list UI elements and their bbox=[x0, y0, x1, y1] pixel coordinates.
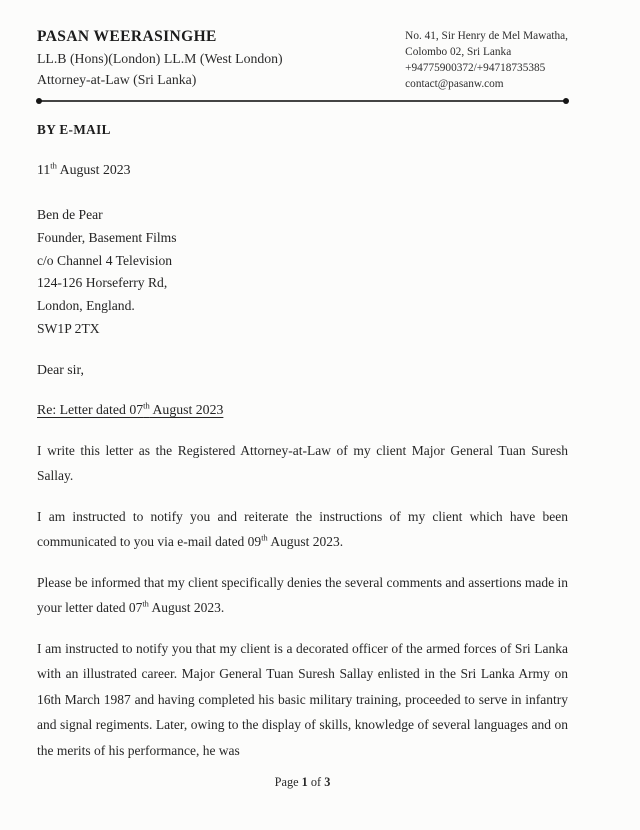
letterhead-contact bbox=[405, 26, 568, 92]
recipient-name: Ben de Pear bbox=[37, 207, 103, 222]
attorney-name: PASAN WEERASINGHE bbox=[37, 28, 217, 45]
recipient-title: Founder, Basement Films bbox=[37, 229, 177, 245]
date-ordinal-suffix: th bbox=[50, 160, 57, 171]
contact-email: contact@pasanw.com bbox=[405, 78, 504, 90]
subject-pre: Re: Letter dated 07 bbox=[37, 402, 144, 418]
subject-line bbox=[37, 397, 568, 423]
paragraph-text: I write this letter as the Registered Attorney-at-Law of my client Major General Tuan Suresh Sallay. bbox=[37, 442, 568, 484]
attorney-credentials-line2: Attorney-at-Law (Sri Lanka) bbox=[37, 72, 197, 87]
contact-address-line1: No. 41, Sir Henry de Mel Mawatha, bbox=[405, 30, 568, 42]
date-rest: August 2023 bbox=[56, 162, 131, 177]
paragraph-text: I am instructed to notify you that my client is a decorated officer of the armed forces of Sri Lanka with an illustrated career. Major General Tuan Suresh Sallay enlisted in the Sri Lanka Army on 16th March 1987 and having completed his basic military training, proceeded to serve in infantry and signal regiments. Later, owing to the display of skills, knowledge of several languages and on the merits of his performance, he was bbox=[37, 640, 568, 758]
footer-label: Page bbox=[274, 775, 302, 790]
footer-total-pages: 3 bbox=[324, 775, 331, 790]
recipient-block bbox=[37, 204, 568, 341]
contact-phone: +94775900372/+94718735385 bbox=[405, 62, 546, 74]
letterhead bbox=[37, 26, 568, 92]
subject-ordinal-suffix: th bbox=[143, 400, 150, 411]
date-day: 11 bbox=[37, 162, 51, 177]
footer-of: of bbox=[307, 775, 325, 790]
recipient-city: London, England. bbox=[37, 298, 135, 314]
footer-page-number: 1 bbox=[301, 775, 308, 790]
delivery-method: BY E-MAIL bbox=[37, 122, 111, 137]
subject-post: August 2023 bbox=[149, 402, 224, 418]
contact-address-line2: Colombo 02, Sri Lanka bbox=[405, 46, 512, 58]
recipient-care-of: c/o Channel 4 Television bbox=[37, 252, 173, 268]
subject-text bbox=[37, 402, 223, 417]
letter-date bbox=[37, 162, 568, 178]
paragraph-text: August 2023. bbox=[148, 600, 225, 616]
attorney-credentials-line1: LL.B (Hons)(London) LL.M (West London) bbox=[37, 51, 283, 66]
paragraph-text: I am instructed to notify you and reiterate the instructions of my client which have been communicated to you via e-mail dated 09 bbox=[37, 508, 568, 550]
paragraph bbox=[37, 636, 568, 764]
letterhead-identity bbox=[37, 26, 283, 90]
letterhead-divider bbox=[37, 100, 568, 102]
paragraph bbox=[37, 438, 568, 489]
paragraph-text: August 2023. bbox=[267, 534, 344, 550]
paragraph bbox=[37, 570, 568, 621]
page-footer bbox=[37, 775, 568, 790]
salutation: Dear sir, bbox=[37, 361, 84, 377]
recipient-street: 124-126 Horseferry Rd, bbox=[37, 275, 168, 291]
paragraph-ordinal-suffix: th bbox=[261, 533, 268, 543]
paragraph bbox=[37, 504, 568, 555]
paragraph-text: Please be informed that my client specifically denies the several comments and assertions made in your letter dated 07 bbox=[37, 574, 568, 616]
recipient-postcode: SW1P 2TX bbox=[37, 320, 100, 336]
paragraph-ordinal-suffix: th bbox=[142, 599, 149, 609]
